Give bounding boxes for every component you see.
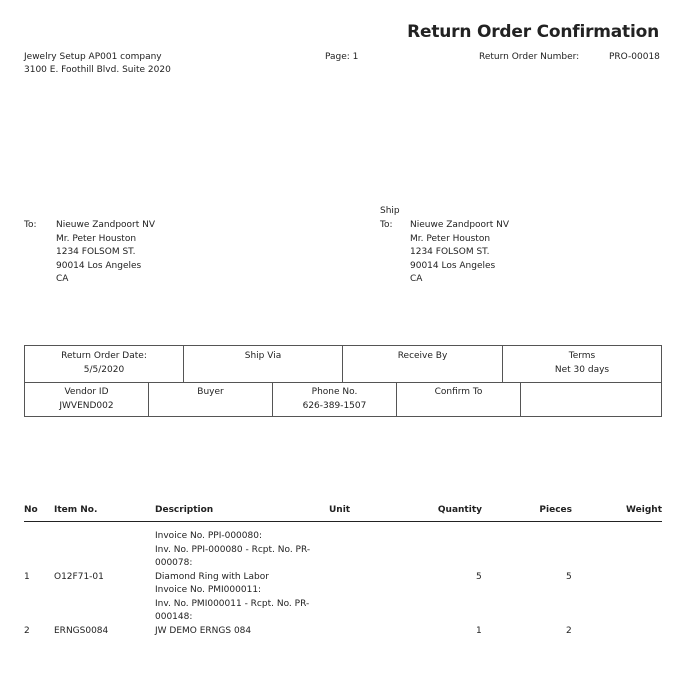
address-line: Mr. Peter Houston: [56, 233, 137, 244]
address-line: 90014 Los Angeles: [56, 260, 142, 271]
line-2-quantity: 1: [476, 626, 482, 636]
line-2-item-no: ERNGS0084: [54, 626, 109, 636]
col-header-weight: Weight: [626, 505, 662, 515]
terms-cell: Terms Net 30 days: [554, 351, 610, 375]
order-info-row-2: [25, 382, 661, 416]
line-1-item-no: O12F71-01: [54, 572, 104, 582]
return-order-number-label: Return Order Number:: [479, 52, 580, 62]
confirm-to-cell: Confirm To: [397, 382, 521, 416]
ship-to-address: [410, 219, 509, 287]
address-line: Nieuwe Zandpoort NV: [410, 220, 510, 230]
col-header-no: No: [24, 505, 38, 515]
vendor-id-cell: Vendor ID JWVEND002: [25, 382, 149, 416]
line-1-no: 1: [24, 572, 30, 582]
col-header-quantity: Quantity: [437, 505, 482, 515]
document-title: Return Order Confirmation: [407, 22, 659, 42]
address-line: Mr. Peter Houston: [410, 233, 491, 244]
buyer-cell: Buyer: [149, 382, 273, 416]
col-header-description: Description: [155, 505, 214, 515]
address-line: CA: [410, 274, 423, 284]
col-header-item-no: Item No.: [54, 505, 98, 515]
address-line: Nieuwe Zandpoort NV: [56, 220, 156, 230]
page-number: Page: 1: [325, 52, 359, 62]
company-address: 3100 E. Foothill Blvd. Suite 2020: [24, 65, 171, 75]
return-order-date-cell: Return Order Date: 5/5/2020: [25, 346, 184, 382]
header-divider: [24, 521, 662, 522]
address-line: 1234 FOLSOM ST.: [56, 247, 136, 257]
line-2-no: 2: [24, 626, 30, 636]
phone-no-cell: Phone No. 626-389-1507: [273, 382, 397, 416]
ship-to-label: Ship To:: [380, 206, 400, 230]
line-1-quantity: 5: [476, 572, 482, 582]
empty-cell: [521, 382, 661, 416]
address-line: 90014 Los Angeles: [410, 260, 496, 271]
line-2-description: JW DEMO ERNGS 084: [155, 626, 252, 636]
to-address: [56, 219, 155, 287]
order-info-row-1: [25, 346, 661, 383]
col-header-unit: Unit: [329, 505, 351, 515]
receive-by-cell: Receive By: [343, 346, 503, 382]
return-order-number: PRO-00018: [609, 52, 660, 62]
col-header-pieces: Pieces: [539, 505, 572, 515]
line-2-pieces: 2: [566, 626, 572, 636]
line-1-description: Invoice No. PPI-000080: Inv. No. PPI-000080 - Rcpt. No. PR- 000078: Diamond Ring with Labor Invoice No. PMI000011: Inv. No. PMI000011 - Rcpt. No. PR- 000148:: [155, 531, 311, 622]
address-line: CA: [56, 274, 69, 284]
company-name: Jewelry Setup AP001 company: [24, 52, 162, 62]
ship-via-cell: Ship Via: [184, 346, 343, 382]
order-info-grid: [24, 345, 662, 417]
address-line: 1234 FOLSOM ST.: [410, 247, 490, 257]
line-1-pieces: 5: [566, 572, 572, 582]
to-label: To:: [24, 220, 37, 230]
